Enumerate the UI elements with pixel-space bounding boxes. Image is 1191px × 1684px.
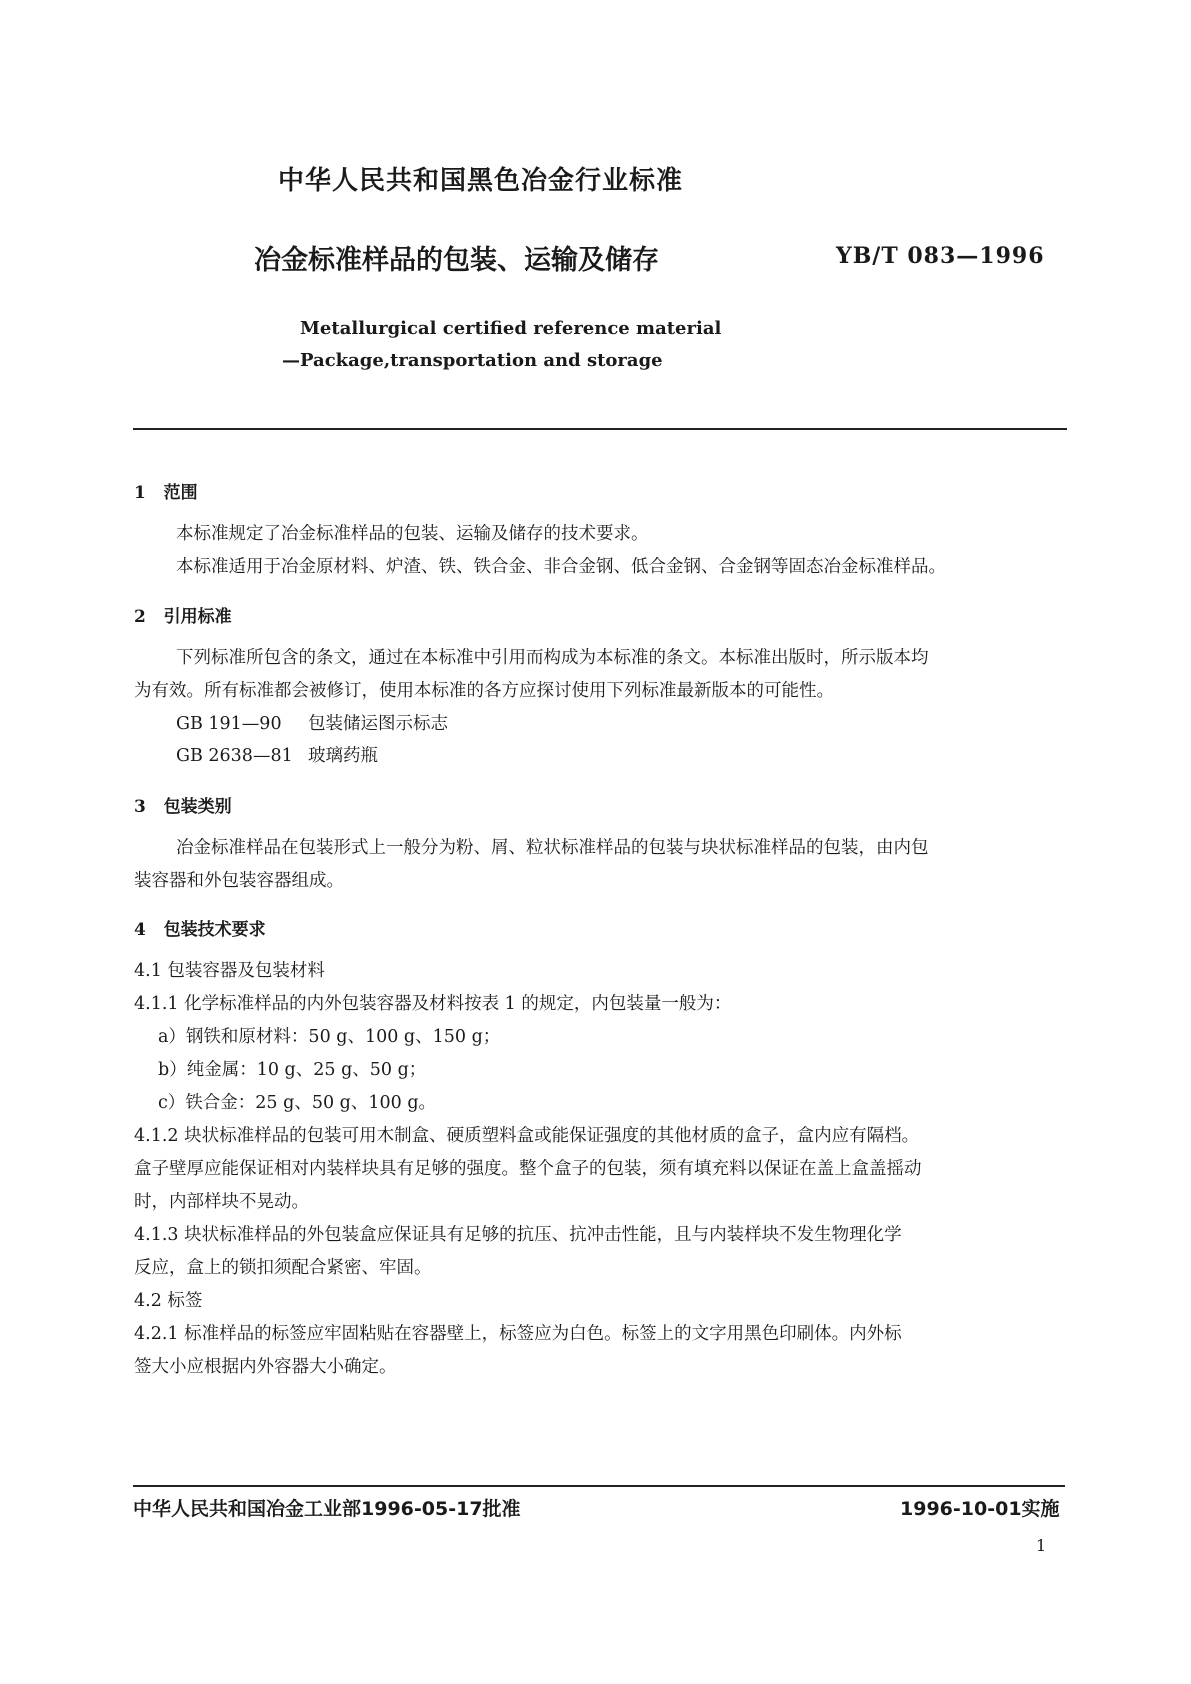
page-number: 1 [1036, 1536, 1047, 1555]
section-number: 2 [134, 607, 146, 627]
subsection-paragraph: 4.2.1 标准样品的标签应牢固粘贴在容器壁上，标签应为白色。标签上的文字用黑色印刷体。内外标 [134, 1324, 902, 1344]
english-title-line2: —Package,transportation and storage [282, 350, 663, 371]
effective-date: 1996-10-01实施 [900, 1498, 1060, 1520]
section-4-heading [134, 915, 266, 940]
subsection-heading: 4.2 标签 [134, 1291, 203, 1311]
paragraph: 签大小应根据内外容器大小确定。 [134, 1357, 397, 1377]
reference-code: GB 191—90 [176, 714, 282, 734]
paragraph: 下列标准所包含的条文，通过在本标准中引用而构成为本标准的条文。本标准出版时，所示版本均 [176, 648, 929, 668]
section-number: 4 [134, 920, 146, 940]
reference-name: 玻璃药瓶 [308, 746, 378, 766]
subsection-paragraph: 4.1.3 块状标准样品的外包装盒应保证具有足够的抗压、抗冲击性能，且与内装样块不发生物理化学 [134, 1225, 902, 1245]
section-number: 3 [134, 797, 146, 817]
reference-item [176, 740, 378, 772]
reference-name: 包装储运图示标志 [308, 714, 448, 734]
document-title: 冶金标准样品的包装、运输及储存 [254, 245, 659, 276]
paragraph: 本标准适用于冶金原材料、炉渣、铁、铁合金、非合金钢、低合金钢、合金钢等固态冶金标准样品。 [176, 557, 946, 577]
list-item: b）纯金属：10 g、25 g、50 g； [158, 1060, 427, 1080]
paragraph: 为有效。所有标准都会被修订，使用本标准的各方应探讨使用下列标准最新版本的可能性。 [134, 681, 834, 701]
footer-divider [133, 1485, 1065, 1487]
section-1-heading [134, 478, 198, 503]
paragraph: 盒子壁厚应能保证相对内装样块具有足够的强度。整个盒子的包装，须有填充料以保证在盖上盒盖摇动 [134, 1159, 922, 1179]
list-item: a）钢铁和原材料：50 g、100 g、150 g； [158, 1027, 501, 1047]
paragraph: 时，内部样块不晃动。 [134, 1192, 309, 1212]
english-title-line1: Metallurgical certified reference material [300, 318, 722, 339]
paragraph: 装容器和外包装容器组成。 [134, 871, 344, 891]
section-title: 包装类别 [163, 797, 232, 817]
section-title: 引用标准 [163, 607, 232, 627]
section-number: 1 [134, 483, 146, 503]
reference-code: GB 2638—81 [176, 746, 293, 766]
paragraph: 本标准规定了冶金标准样品的包装、运输及储存的技术要求。 [176, 524, 649, 544]
org-title: 中华人民共和国黑色冶金行业标准 [278, 166, 684, 196]
standard-code: YB/T 083—1996 [836, 243, 1045, 269]
section-2-heading [134, 602, 232, 627]
approval-statement: 中华人民共和国冶金工业部1996-05-17批准 [133, 1498, 521, 1520]
reference-item [176, 708, 448, 740]
section-3-heading [134, 792, 232, 817]
paragraph: 冶金标准样品在包装形式上一般分为粉、屑、粒状标准样品的包装与块状标准样品的包装，由内包 [176, 838, 929, 858]
section-title: 包装技术要求 [163, 920, 266, 940]
subsection-paragraph: 4.1.2 块状标准样品的包装可用木制盒、硬质塑料盒或能保证强度的其他材质的盒子，盒内应有隔档。 [134, 1126, 920, 1146]
section-title: 范围 [163, 483, 198, 503]
paragraph: 反应，盒上的锁扣须配合紧密、牢固。 [134, 1258, 432, 1278]
subsection-paragraph: 4.1.1 化学标准样品的内外包装容器及材料按表 1 的规定，内包装量一般为： [134, 994, 732, 1014]
subsection-heading: 4.1 包装容器及包装材料 [134, 961, 325, 981]
header-divider [133, 428, 1067, 430]
list-item: c）铁合金：25 g、50 g、100 g。 [158, 1093, 437, 1113]
